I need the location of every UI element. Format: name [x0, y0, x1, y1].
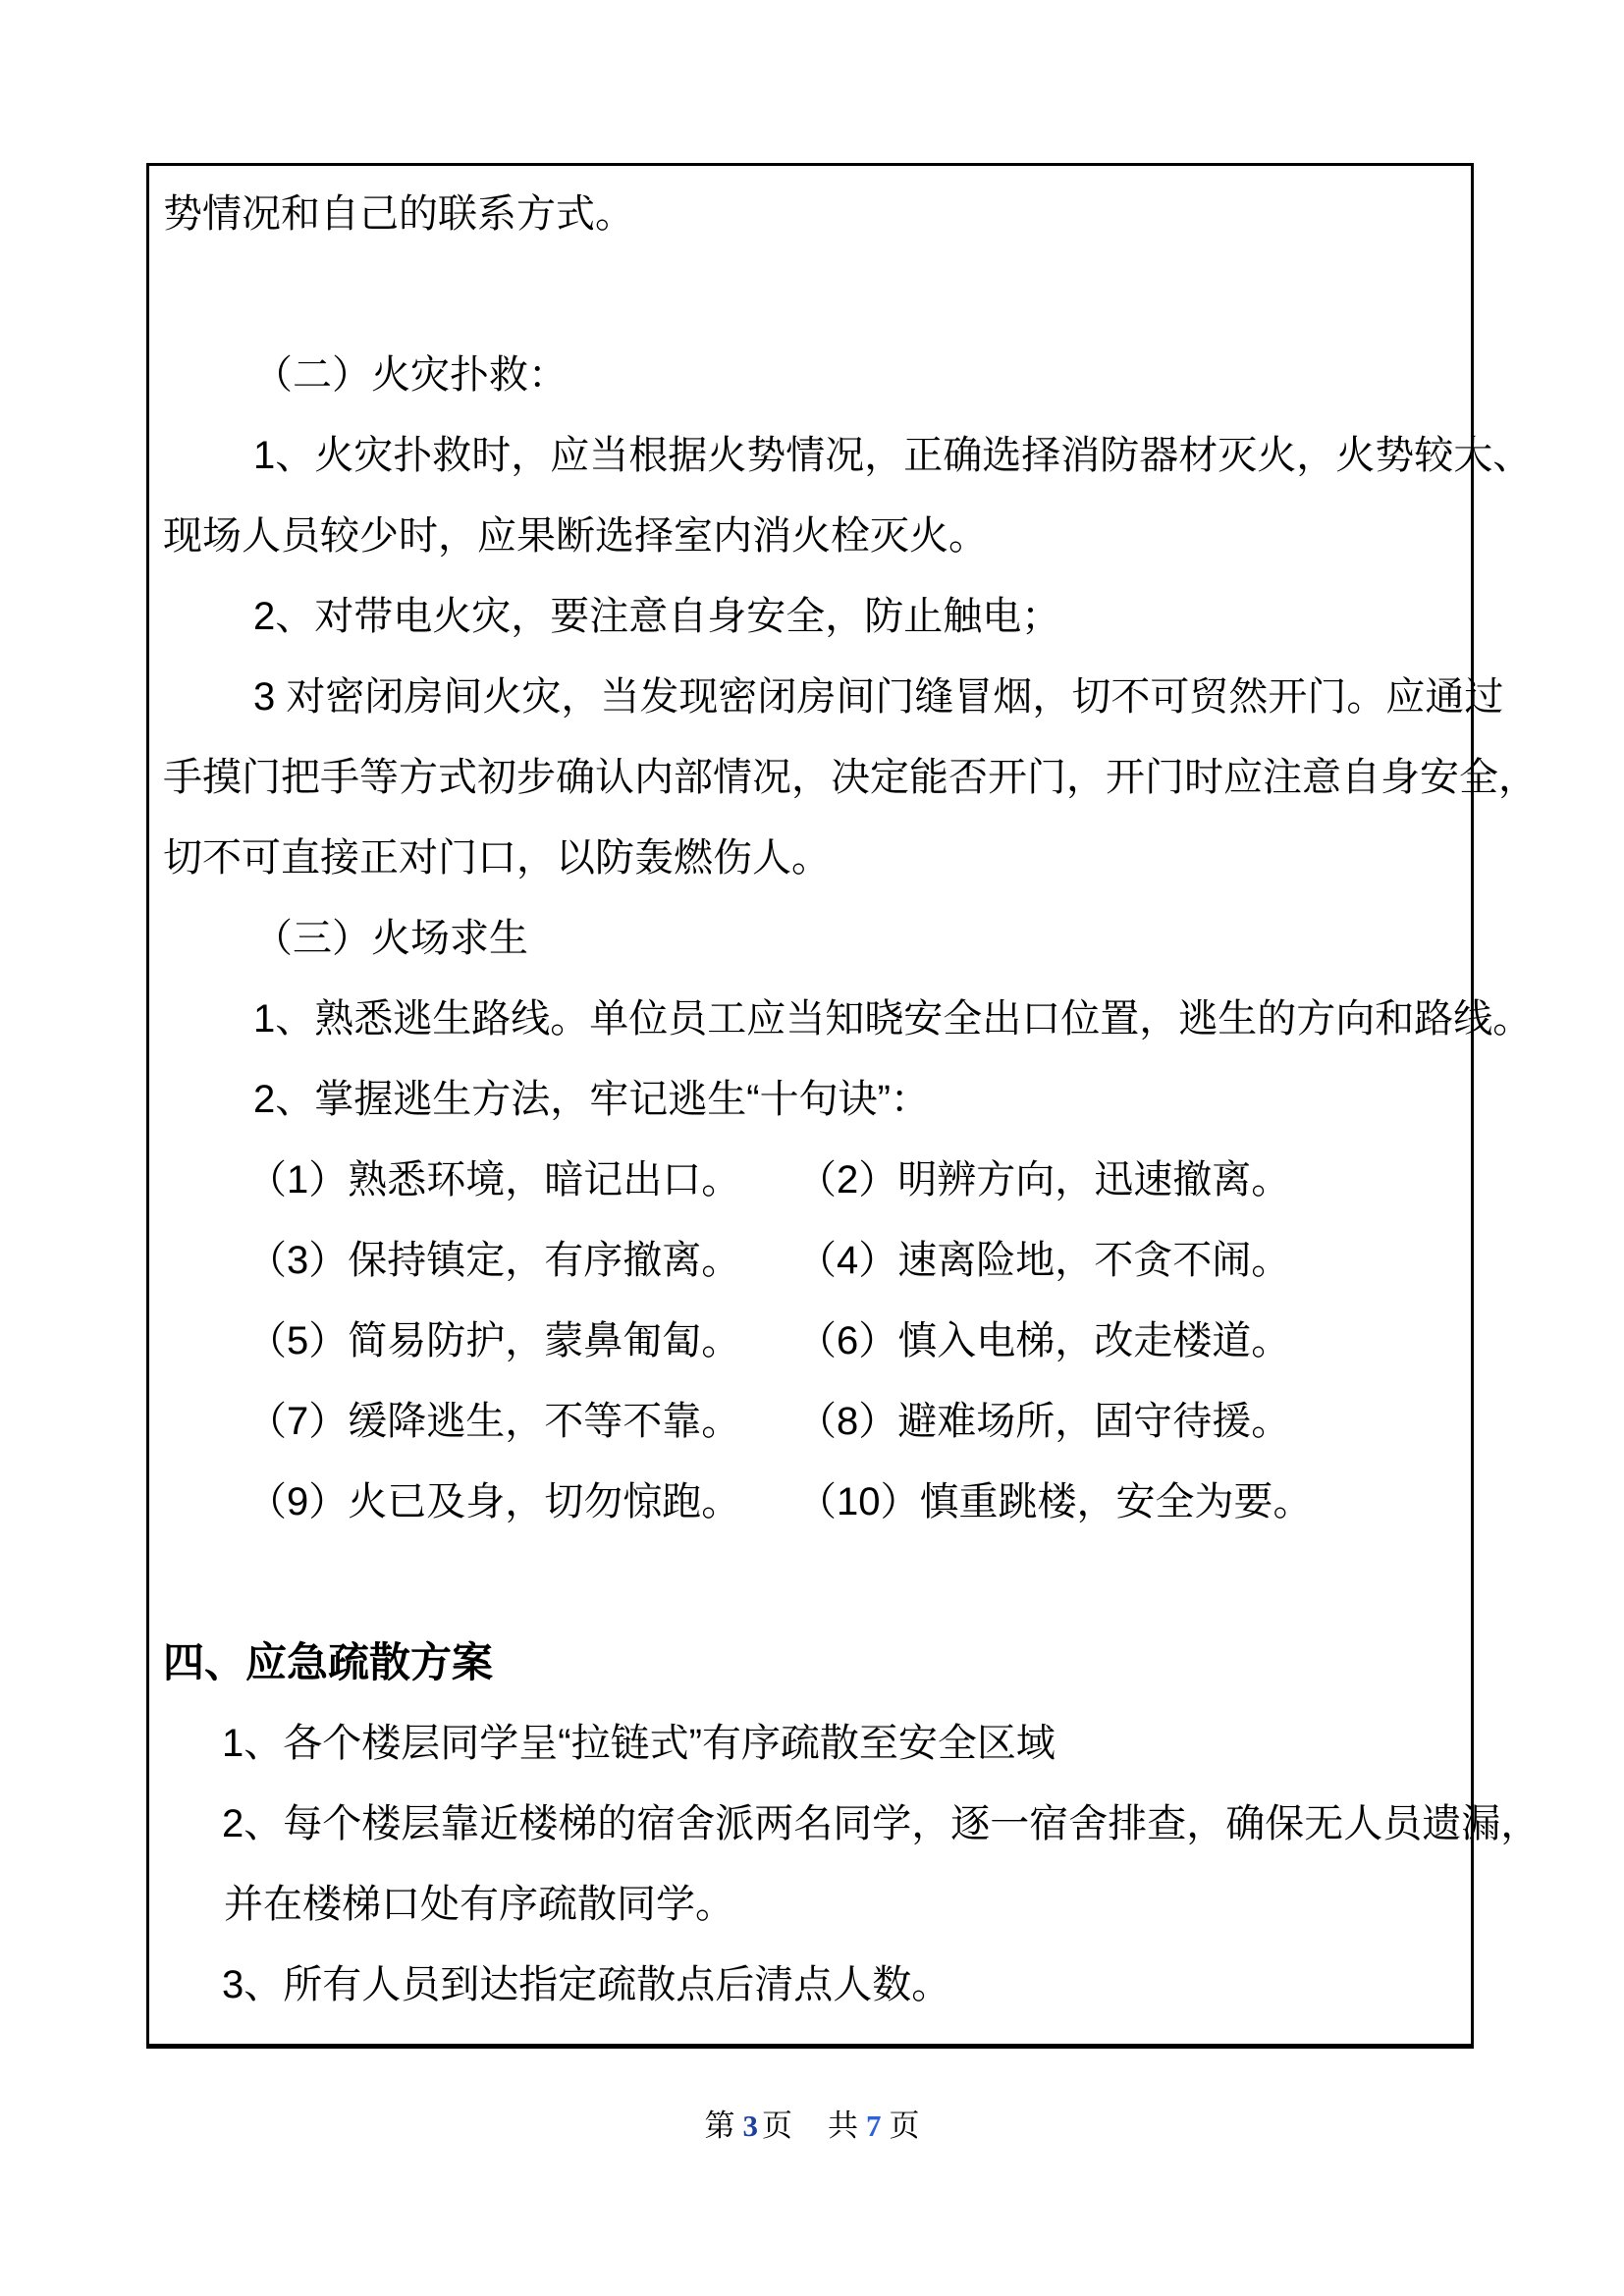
two-column-line [163, 1301, 1467, 1381]
blank-line [163, 254, 1467, 335]
section-subheading: （二）火灾扑救： [253, 353, 568, 397]
footer-total-label: 共 [828, 2109, 858, 2143]
column-left-item: （7）缓降逃生，不等不靠。 [247, 1400, 741, 1443]
text-line: 1、各个楼层同学呈“拉链式”有序疏散至安全区域 [222, 1722, 1056, 1765]
footer-page-number: 3 [742, 2109, 758, 2143]
text-line: 3 对密闭房间火灾，当发现密闭房间门缝冒烟，切不可贸然开门。应通过 [253, 675, 1504, 719]
column-right-item: （2）明辨方向，迅速撤离。 [797, 1158, 1291, 1201]
blank-line [163, 1542, 1467, 1623]
page-footer [0, 2107, 1624, 2146]
column-right-item: （6）慎入电梯，改走楼道。 [797, 1319, 1291, 1362]
two-column-line [163, 1381, 1467, 1462]
section-heading: 四、应急疏散方案 [163, 1639, 494, 1685]
text-line: 并在楼梯口处有序疏散同学。 [224, 1883, 734, 1926]
text-line: 2、掌握逃生方法，牢记逃生“十句诀”： [253, 1078, 930, 1121]
text-line: 现场人员较少时，应果断选择室内消火栓灭火。 [163, 514, 988, 558]
text-line: 切不可直接正对门口，以防轰燃伤人。 [163, 836, 831, 880]
text-line: 1、熟悉逃生路线。单位员工应当知晓安全出口位置，逃生的方向和路线。 [253, 997, 1533, 1041]
two-column-line [163, 1140, 1467, 1220]
text-line: 手摸门把手等方式初步确认内部情况，决定能否开门，开门时应注意自身安全， [163, 756, 1538, 799]
column-right-item: （10）慎重跳楼，安全为要。 [797, 1480, 1313, 1523]
footer-prefix-label: 第 [704, 2109, 735, 2143]
column-left-item: （1）熟悉环境，暗记出口。 [247, 1158, 741, 1201]
text-line: 1、火灾扑救时，应当根据火势情况，正确选择消防器材灭火，火势较大、 [253, 434, 1533, 477]
document-page-border-box [146, 163, 1541, 2049]
text-line: 2、每个楼层靠近楼梯的宿舍派两名同学，逐一宿舍排查，确保无人员遗漏， [222, 1802, 1541, 1845]
column-left-item: （5）简易防护，蒙鼻匍匐。 [247, 1319, 741, 1362]
column-left-item: （9）火已及身，切勿惊跑。 [247, 1480, 741, 1523]
text-line: 2、对带电火灾，要注意自身安全，防止触电； [253, 595, 1061, 638]
two-column-line [163, 1220, 1467, 1301]
column-right-item: （8）避难场所，固守待援。 [797, 1400, 1291, 1443]
two-column-line [163, 1462, 1467, 1542]
text-line: 3、所有人员到达指定疏散点后清点人数。 [222, 1963, 951, 2006]
footer-total-number: 7 [866, 2109, 882, 2143]
column-left-item: （3）保持镇定，有序撤离。 [247, 1239, 741, 1282]
column-right-item: （4）速离险地，不贪不闹。 [797, 1239, 1291, 1282]
text-line: 势情况和自己的联系方式。 [163, 192, 634, 236]
footer-total-unit: 页 [889, 2109, 920, 2143]
footer-page-unit: 页 [762, 2109, 792, 2143]
section-subheading: （三）火场求生 [253, 917, 528, 960]
